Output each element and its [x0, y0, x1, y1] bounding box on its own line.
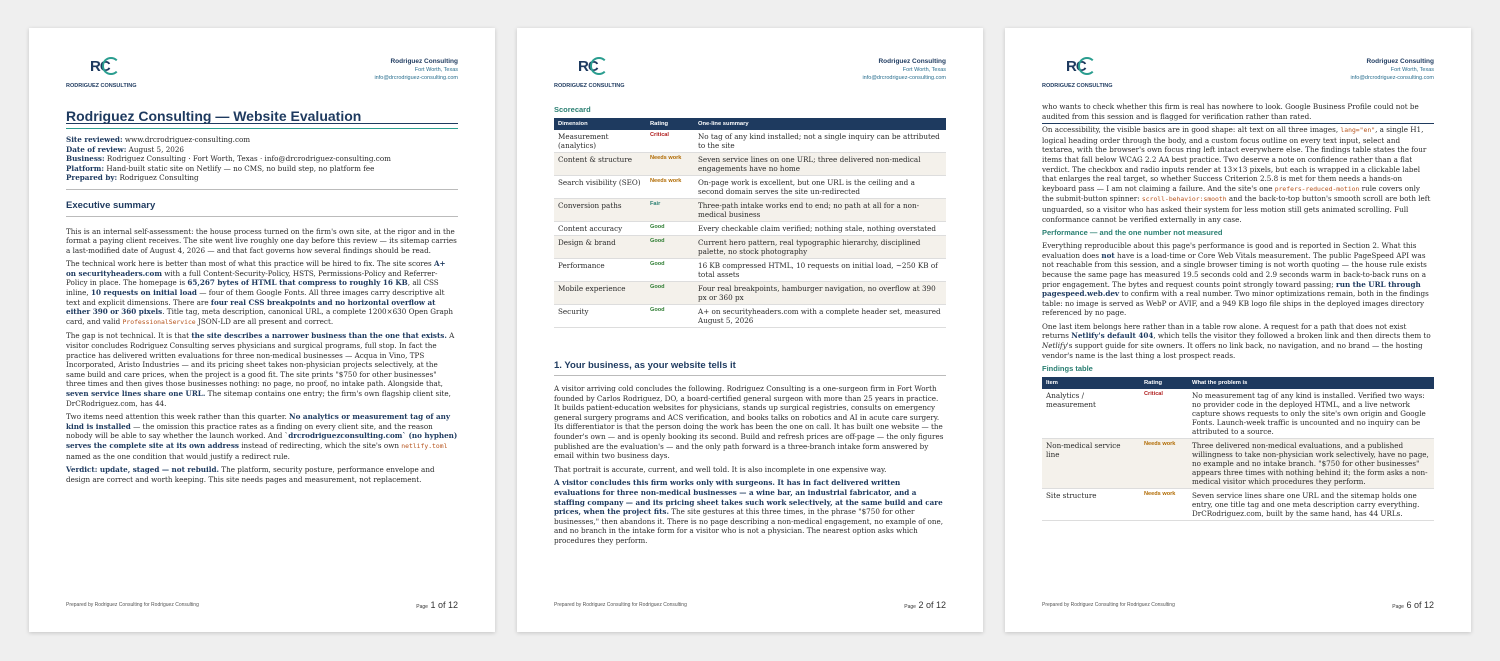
summary-cell: 16 KB compressed HTML, 10 requests on initial load, ~250 KB of total assets — [694, 259, 946, 282]
table-row — [554, 305, 946, 328]
paragraph: A visitor concludes this firm works only with surgeons. It has in fact delivered written evaluations for three non-medical businesses — a wine bar, an industrial fabricator, and a staffing company — and its pricing sheet takes such work selectively, at the same build and care prices, when the project fits. The site gestures at this three times, in the phrase "$750 for other businesses," then abandons it. There is no page describing a non-medical engagement, no example of one, and no branch in the intake form for a visitor who is not a physician. The nearest option asks which procedures they perform. — [554, 478, 944, 545]
meta-line: Site reviewed: www.drcrodriguez-consulting.com — [66, 135, 251, 144]
meta-line: Business: Rodriguez Consulting · Fort Worth, Texas · info@drcrodriguez-consulting.com — [66, 154, 391, 163]
item-cell: Site structure — [1042, 489, 1140, 521]
scorecard-table — [554, 118, 946, 328]
page-title: Rodriguez Consulting — Website Evaluation — [66, 108, 362, 124]
description-cell: Seven service lines share one URL and the sitemap holds one entry, one title tag and one meta description carry everything. DrCRodriguez.com, built by the same hand, has 44 URLs. — [1188, 489, 1434, 521]
summary-cell: On-page work is excellent, but one URL is the ceiling and a second domain serves the site un-redirected — [694, 176, 946, 199]
summary-cell: No tag of any kind installed; not a single inquiry can be attributed to the site — [694, 130, 946, 153]
table-row — [1042, 389, 1434, 439]
item-cell: Non-medical service line — [1042, 439, 1140, 489]
dimension-cell: Content accuracy — [554, 222, 646, 236]
document-page-2: RC RODRIGUEZ CONSULTING Rodriguez Consulting Fort Worth, Texas info@drcrodriguez-consulting.com Scorecard Dimension Rating One-line summary Measurement (analytics) Critical No tag of any kind installed; not a single inquiry can be attributed to the site Content & structure Needs work Seven service lines on one URL; three delivered non-medical engagements have no home Search visibility (SEO) Needs work On-page work is excellent, but one URL is the ceiling and a second domain serves the site un-redirected Conversion paths Fair Three-path intake works end to end; no path at all for a non-medical business Content accuracy Good Every checkable claim verified; nothing stale, nothing overstated Design & brand Good Current hero pattern, real typographic hierarchy, disciplined palette, no stock photography Performance Good 16 KB compressed HTML, 10 requests on initial load, ~250 KB of total assets Mobile experience Good Four real breakpoints, hamburger navigation, no overflow at 390 px or 360 px Security Good A+ on securityheaders.com with a complete header set, measured August 5, 2026 1. Your business, as your website tells it A visitor arriving cold concludes the following. Rodriguez Consulting is a one-surgeon firm in Fort Worth founded by Carlos Rodriguez, DO, a board-certified general surgeon with more than 25 years in practice. It builds patient-education websites for physicians, stands up surgical registries, consults on emergency general surgery programs and ACS verification, and books talks on robotics and AI in acute care surgery. Its differentiator is that the person doing the work has been the one on call. It has built one website — the founder's own — and is openly booking its second. Build and refresh prices are off-page — the only figures published are the evaluation's — and the only path forward is a three-branch intake form answered by email within two business days. That portrait is accurate, current, and well told. It is also incomplete in one expensive way. A visitor concludes this firm works only with surgeons. It has in fact delivered written evaluations for three non-medical businesses — a wine bar, an industrial fabricator, and a staffing company — and its pricing sheet takes such work selectively, at the same build and care prices, when the project fits. The site gestures at this three times, in the phrase "$750 for other businesses," then abandons it. There is no page describing a non-medical engagement, no example of one, and no branch in the intake form for a visitor who is not a physician. The nearest option asks which procedures they perform. Prepared by Rodriguez Consulting for Rodriguez Consulting Page 2 of 12 — [517, 28, 983, 632]
rating-badge: Needs work — [1140, 439, 1188, 489]
column-header: Item — [1042, 377, 1140, 389]
column-header: Rating — [1140, 377, 1188, 389]
paragraph: The gap is not technical. It is that the site describes a narrower business than the one that exists. A visitor concludes Rodriguez Consulting serves physicians and surgical programs, full stop. In fact the practice has delivered written evaluations for three non-medical businesses — Acqua in Vino, TPS Incorporated, Aristo Industries — and its pricing sheet takes non-physician projects selectively, at the same build and care prices, when the project is a good fit. The site prints "$750 for other businesses" three times and then gives those businesses nothing: no page, no proof, no intake path. Alongside that, seven service lines share one URL. The sitemap contains one entry; the firm's own flagship client site, DrCRodriguez.com, has 44. — [66, 331, 455, 408]
paragraph: who wants to check whether this firm is real has nowhere to look. Google Business Profile could not be audited from this session and is flagged for verification rather than rated. — [1042, 102, 1419, 121]
dimension-cell: Content & structure — [554, 153, 646, 176]
company-logo: RC RODRIGUEZ CONSULTING — [554, 58, 625, 89]
company-logo: RC RODRIGUEZ CONSULTING — [1042, 58, 1113, 89]
summary-cell: Three-path intake works end to end; no path at all for a non-medical business — [694, 199, 946, 222]
dimension-cell: Conversion paths — [554, 199, 646, 222]
paragraph: One last item belongs here rather than in a table row alone. A request for a path that does not exist returns Netlify's default 404, which tells the visitor they followed a broken link and then directs them to Netlify's support guide for site owners. It offers no link back, no navigation, and no brand — the hosting vendor's name is the last thing a lost prospect reads. — [1042, 321, 1431, 360]
dimension-cell: Mobile experience — [554, 282, 646, 305]
paragraph: Two items need attention this week rather than this quarter. No analytics or measurement tag of any kind is installed — the omission this practice rates as a finding on every client site, and the reason nobody will be able to say whether the launch worked. And `drcrodriguezconsulting.com` (no hyphen) serves the complete site at its own address instead of redirecting, which the site's own netlify.toml named as the one condition that would justify a redirect rule. — [66, 412, 458, 461]
header-contact: Rodriguez Consulting Fort Worth, Texas info@drcrodriguez-consulting.com — [374, 58, 458, 81]
dimension-cell: Design & brand — [554, 236, 646, 259]
summary-cell: Current hero pattern, real typographic hierarchy, disciplined palette, no stock photography — [694, 236, 946, 259]
table-row — [554, 282, 946, 305]
paragraph: On accessibility, the visible basics are in good shape: alt text on all three images, lang="en", a single H1, logical heading order through the body, and a custom focus outline on every text input, select and textarea, with the browser's own focus ring left intact everywhere else. The findings table states the four items that fall below WCAG 2.2 AA best practice. Two deserve a note on confidence rather than a flat verdict. The checkbox and radio inputs render at 13×13 pixels, but each is wrapped in a clickable label that enlarges the real target, so whether Success Criterion 2.5.8 is met for them needs a hands-on keyboard pass — I am not claiming a failure. And the site's one prefers-reduced-motion rule covers only the submit-button spinner: scroll-behavior:smooth and the back-to-top button's smooth scroll are both left unguarded, so a visitor who has asked their system for less motion still gets animated scrolling. Full conformance cannot be verified externally in any case. — [1042, 125, 1431, 224]
rating-badge: Good — [646, 282, 694, 305]
table-row — [554, 199, 946, 222]
findings-table — [1042, 377, 1434, 521]
paragraph: Everything reproducible about this page's performance is good and is reported in Section 2. What this evaluation does not have is a load-time or Core Web Vitals measurement. The public PageSpeed API was not reachable from this session, and a single browser timing is not worth quoting — the house rule exists because the same page has measured 19.5 seconds cold and 2.9 seconds warm in back-to-back runs on a prior engagement. The bytes and request counts point strongly toward passing; run the URL through pagespeed.web.dev to confirm with a real number. Two minor optimizations remain, both in the findings table: no image is served as WebP or AVIF, and a 949 KB logo file ships in the deployed images directory referenced by no page. — [1042, 241, 1429, 318]
rating-badge: Fair — [646, 199, 694, 222]
summary-cell: A+ on securityheaders.com with a complete header set, measured August 5, 2026 — [694, 305, 946, 328]
column-header: Rating — [646, 118, 694, 130]
column-header: Dimension — [554, 118, 646, 130]
table-row — [554, 236, 946, 259]
rating-badge: Good — [646, 236, 694, 259]
dimension-cell: Measurement (analytics) — [554, 130, 646, 153]
summary-cell: Every checkable claim verified; nothing stale, nothing overstated — [694, 222, 946, 236]
page-header — [66, 50, 458, 112]
paragraph: That portrait is accurate, current, and well told. It is also incomplete in one expensive way. — [554, 464, 887, 474]
header-contact: Rodriguez Consulting Fort Worth, Texas info@drcrodriguez-consulting.com — [1350, 58, 1434, 81]
header-contact: Rodriguez Consulting Fort Worth, Texas info@drcrodriguez-consulting.com — [862, 58, 946, 81]
section-heading: Executive summary — [66, 199, 156, 211]
review-meta — [66, 135, 458, 183]
table-row — [1042, 489, 1434, 521]
paragraph: The technical work here is better than most of what this practice will be hired to fix. The site scores A+ on securityheaders.com with a full Content-Security-Policy, HSTS, Permissions-Policy and Referrer-Policy in place. The homepage is 65,267 bytes of HTML that compress to roughly 16 KB, all CSS inline, 10 requests on initial load — four of them Google Fonts. All three images carry descriptive alt text and explicit dimensions. There are four real CSS breakpoints and no horizontal overflow at either 390 or 360 pixels. Title tag, meta description, canonical URL, a complete 1200×630 Open Graph card, and valid ProfessionalService JSON-LD are all present and correct. — [66, 259, 453, 326]
paragraph: A visitor arriving cold concludes the following. Rodriguez Consulting is a one-surgeon firm in Fort Worth founded by Carlos Rodriguez, DO, a board-certified general surgeon with more than 25 years in practice. It builds patient-education websites for physicians, stands up surgical registries, consults on emergency general surgery programs and ACS verification, and books talks on robotics and AI in acute care surgery. Its differentiator is that the person doing the work has been the one on call. It has built one website — the founder's own — and is openly booking its second. Build and refresh prices are off-page — the only figures published are the evaluation's — and the only path forward is a three-branch intake form answered by email within two business days. — [554, 384, 944, 461]
table-row — [554, 176, 946, 199]
table-row — [554, 259, 946, 282]
paragraph: This is an internal self-assessment: the house process turned on the firm's own site, at the rigor and in the format a paying client receives. The site went live roughly one day before this review — its sitemap carries a last-modified date of August 4, 2026 — and that fact governs how several findings should be read. — [66, 226, 457, 255]
rating-badge: Critical — [1140, 389, 1188, 439]
meta-line: Date of review: August 5, 2026 — [66, 144, 184, 154]
table-row — [554, 153, 946, 176]
subsection-heading: Performance — and the one number not measured — [1042, 228, 1223, 238]
company-logo: RC RODRIGUEZ CONSULTING — [66, 58, 137, 89]
rating-badge: Needs work — [646, 153, 694, 176]
rating-badge: Good — [646, 222, 694, 236]
summary-cell: Four real breakpoints, hamburger navigation, no overflow at 390 px or 360 px — [694, 282, 946, 305]
meta-line: Prepared by: Rodriguez Consulting — [66, 173, 199, 182]
findings-title: Findings table — [1042, 364, 1093, 374]
rating-badge: Needs work — [1140, 489, 1188, 521]
dimension-cell: Search visibility (SEO) — [554, 176, 646, 199]
table-row — [554, 130, 946, 153]
dimension-cell: Performance — [554, 259, 646, 282]
table-row — [554, 222, 946, 236]
description-cell: No measurement tag of any kind is installed. Verified two ways: no provider code in the deployed HTML, and a live network capture shows requests to only the site's own origin and Google Fonts. Launch-week traffic is uncounted and no inquiry can be attributed to a source. — [1188, 389, 1434, 439]
rating-badge: Needs work — [646, 176, 694, 199]
description-cell: Three delivered non-medical evaluations, and a published willingness to take non-physician work selectively, have no page, no example and no intake branch. "$750 for other businesses" appears three times with nothing behind it; the form asks a non-medical visitor which procedures they perform. — [1188, 439, 1434, 489]
document-page-6: RC RODRIGUEZ CONSULTING Rodriguez Consulting Fort Worth, Texas info@drcrodriguez-consulting.com who wants to check whether this firm is real has nowhere to look. Google Business Profile could not be audited from this session and is flagged for verification rather than rated. On accessibility, the visible basics are in good shape: alt text on all three images, lang="en", a single H1, logical heading order through the body, and a custom focus outline on every text input, select and textarea, with the browser's own focus ring left intact everywhere else. The findings table states the four items that fall below WCAG 2.2 AA best practice. Two deserve a note on confidence rather than a flat verdict. The checkbox and radio inputs render at 13×13 pixels, but each is wrapped in a clickable label that enlarges the real target, so whether Success Criterion 2.5.8 is met for them needs a hands-on keyboard pass — I am not claiming a failure. And the site's one prefers-reduced-motion rule covers only the submit-button spinner: scroll-behavior:smooth and the back-to-top button's smooth scroll are both left unguarded, so a visitor who has asked their system for less motion still gets animated scrolling. Full conformance cannot be verified externally in any case. Performance — and the one number not measured Everything reproducible about this page's performance is good and is reported in Section 2. What this evaluation does not have is a load-time or Core Web Vitals measurement. The public PageSpeed API was not reachable from this session, and a single browser timing is not worth quoting — the house rule exists because the same page has measured 19.5 seconds cold and 2.9 seconds warm in back-to-back runs on a prior engagement. The bytes and request counts point strongly toward passing; run the URL through pagespeed.web.dev to confirm with a real number. Two minor optimizations remain, both in the findings table: no image is served as WebP or AVIF, and a 949 KB logo file ships in the deployed images directory referenced by no page. One last item belongs here rather than in a table row alone. A request for a path that does not exist returns Netlify's default 404, which tells the visitor they followed a broken link and then directs them to Netlify's support guide for site owners. It offers no link back, no navigation, and no brand — the hosting vendor's name is the last thing a lost prospect reads. Findings table Item Rating What the problem is Analytics / measurement Critical No measurement tag of any kind is installed. Verified two ways: no provider code in the deployed HTML, and a live network capture shows requests to only the site's own origin and Google Fonts. Launch-week traffic is uncounted and no inquiry can be attributed to a source. Non-medical service line Needs work Three delivered non-medical evaluations, and a published willingness to take non-physician work selectively, have no page, no example and no intake branch. "$750 for other businesses" appears three times with nothing behind it; the form asks a non-medical visitor which procedures they perform. Site structure Needs work Seven service lines share one URL and the sitemap holds one entry, one title tag and one meta description carry everything. DrCRodriguez.com, built by the same hand, has 44 URLs. Prepared by Rodriguez Consulting for Rodriguez Consulting Page 6 of 12 — [1005, 28, 1471, 632]
column-header: One-line summary — [694, 118, 946, 130]
column-header: What the problem is — [1188, 377, 1434, 389]
dimension-cell: Security — [554, 305, 646, 328]
document-page-1: RC RODRIGUEZ CONSULTING Rodriguez Consulting Fort Worth, Texas info@drcrodriguez-consulting.com Rodriguez Consulting — Website Evaluation Site reviewed: www.drcrodriguez-consulting.com Date of review: August 5, 2026 Business: Rodriguez Consulting · Fort Worth, Texas · info@drcrodriguez-consulting.com Platform: Hand-built static site on Netlify — no CMS, no build step, no platform fee Prepared by: Rodriguez Consulting Executive summary This is an internal self-assessment: the house process turned on the firm's own site, at the rigor and in the format a paying client receives. The site went live roughly one day before this review — its sitemap carries a last-modified date of August 4, 2026 — and that fact governs how several findings should be read. The technical work here is better than most of what this practice will be hired to fix. The site scores A+ on securityheaders.com with a full Content-Security-Policy, HSTS, Permissions-Policy and Referrer-Policy in place. The homepage is 65,267 bytes of HTML that compress to roughly 16 KB, all CSS inline, 10 requests on initial load — four of them Google Fonts. All three images carry descriptive alt text and explicit dimensions. There are four real CSS breakpoints and no horizontal overflow at either 390 or 360 pixels. Title tag, meta description, canonical URL, a complete 1200×630 Open Graph card, and valid ProfessionalService JSON-LD are all present and correct. The gap is not technical. It is that the site describes a narrower business than the one that exists. A visitor concludes Rodriguez Consulting serves physicians and surgical programs, full stop. In fact the practice has delivered written evaluations for three non-medical businesses — Acqua in Vino, TPS Incorporated, Aristo Industries — and its pricing sheet takes non-physician projects selectively, at the same build and care prices, when the project is a good fit. The site prints "$750 for other businesses" three times and then gives those businesses nothing: no page, no proof, no intake path. Alongside that, seven service lines share one URL. The sitemap contains one entry; the firm's own flagship client site, DrCRodriguez.com, has 44. Two items need attention this week rather than this quarter. No analytics or measurement tag of any kind is installed — the omission this practice rates as a finding on every client site, and the reason nobody will be able to say whether the launch worked. And `drcrodriguezconsulting.com` (no hyphen) serves the complete site at its own address instead of redirecting, which the site's own netlify.toml named as the one condition that would justify a redirect rule. Verdict: update, staged — not rebuild. The platform, security posture, performance envelope and design are correct and worth keeping. This site needs pages and measurement, not replacement. Prepared by Rodriguez Consulting for Rodriguez Consulting Page 1 of 12 — [29, 28, 495, 632]
table-row — [1042, 439, 1434, 489]
summary-cell: Seven service lines on one URL; three delivered non-medical engagements have no home — [694, 153, 946, 176]
rating-badge: Good — [646, 259, 694, 282]
meta-line: Platform: Hand-built static site on Netlify — no CMS, no build step, no platform fee — [66, 163, 375, 173]
rating-badge: Critical — [646, 130, 694, 153]
item-cell: Analytics / measurement — [1042, 389, 1140, 439]
scorecard-title: Scorecard — [554, 105, 591, 114]
paragraph: Verdict: update, staged — not rebuild. The platform, security posture, performance envelope and design are correct and worth keeping. This site needs pages and measurement, not replacement. — [66, 465, 435, 484]
section-heading: 1. Your business, as your website tells it — [554, 360, 736, 371]
rating-badge: Good — [646, 305, 694, 328]
